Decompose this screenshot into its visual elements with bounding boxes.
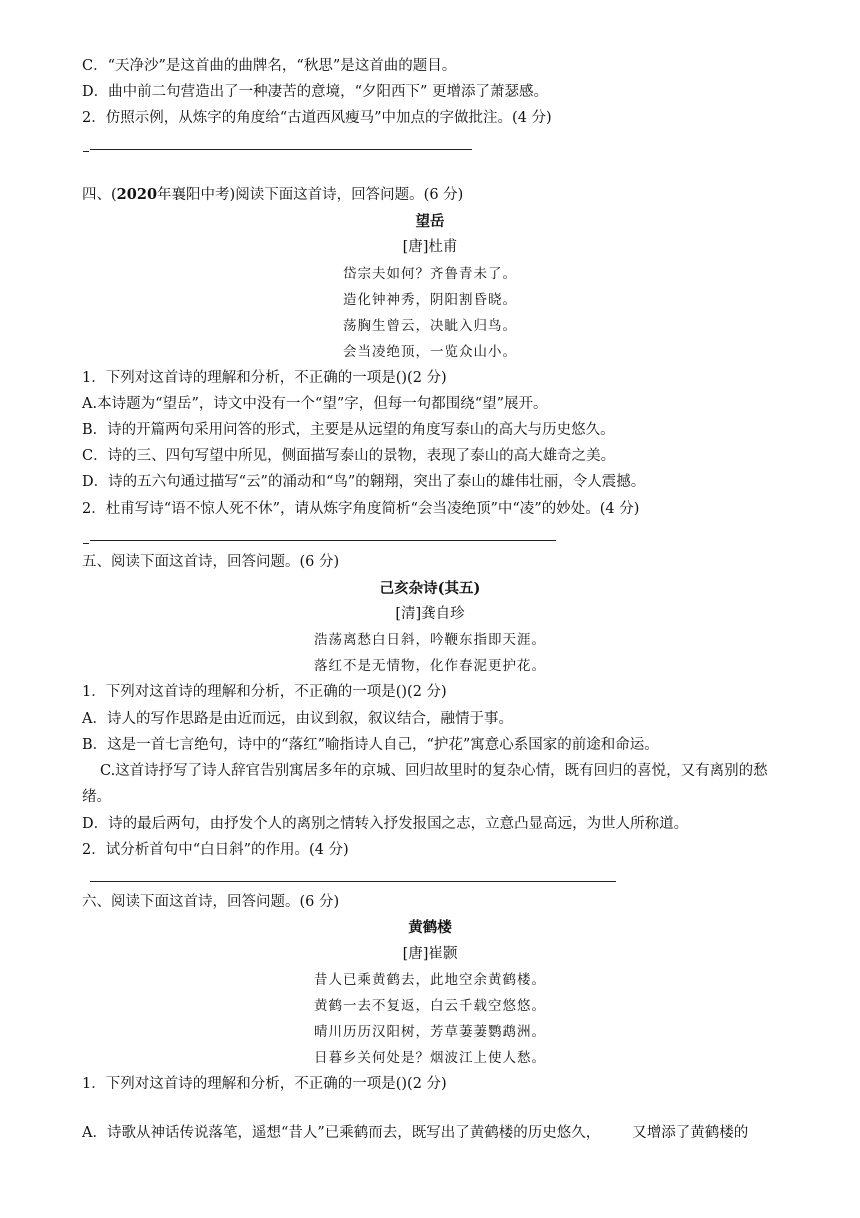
option-d: D．诗的最后两句，由抒发个人的离别之情转入抒发报国之志，立意凸显高远，为世人所称道。: [82, 816, 689, 832]
top-question-2: 2．仿照示例，从炼字的角度给“古道西风瘦马”中加点的字做批注。(4 分): [82, 110, 552, 126]
top-option-c: C．“天净沙”是这首曲的曲牌名，“秋思”是这首曲的题目。: [82, 58, 457, 74]
poem-author: [清]龚自珍: [395, 606, 465, 622]
answer-line-start: [83, 543, 89, 544]
option-a: A.本诗题为“望岳”，诗文中没有一个“望”字，但每一句都围绕“望”展开。: [82, 396, 548, 412]
poem-line: 会当凌绝顶，一览众山小。: [343, 344, 517, 360]
poem-title: 己亥杂诗(其五): [379, 580, 481, 597]
poem-line: 黄鹤一去不复返，白云千载空悠悠。: [314, 998, 546, 1014]
poem-line: 浩荡离愁白日斜，吟鞭东指即天涯。: [314, 632, 546, 648]
question-2: 2．杜甫写诗“语不惊人死不休”，请从炼字角度简析“会当凌绝顶”中“凌”的妙处。(4 分): [82, 501, 640, 517]
question-1: 1．下列对这首诗的理解和分析，不正确的一项是()(2 分): [82, 370, 447, 386]
section-4-heading: [0, 186, 860, 204]
option-a: A．诗人的写作思路是由近而远，由议到叙，叙议结合，融情于事。: [82, 711, 513, 727]
answer-line: [90, 881, 616, 882]
poem-line: 荡胸生曾云，决眦入归鸟。: [343, 318, 517, 334]
section-5-heading: 五、阅读下面这首诗，回答问题。(6 分): [82, 554, 340, 570]
option-d: D．诗的五六句通过描写“云”的涌动和“鸟”的翱翔，突出了泰山的雄伟壮丽，令人震撼。: [82, 474, 646, 490]
option-c-continued: 绪。: [82, 789, 111, 805]
option-c: C.这首诗抒写了诗人辞官告别寓居多年的京城、回归故里时的复杂心情，既有回归的喜悦，又有离别的愁: [100, 763, 768, 779]
heading-year: 2020: [116, 186, 158, 203]
option-b: B．诗的开篇两句采用问答的形式，主要是从远望的角度写泰山的高大与历史悠久。: [82, 422, 615, 438]
poem-title: 黄鹤楼: [408, 919, 452, 936]
heading-suffix: 年襄阳中考)阅读下面这首诗，回答问题。(6 分): [157, 187, 464, 203]
top-option-d: D．曲中前二句营造出了一种凄苦的意境，“夕阳西下” 更增添了萧瑟感。: [82, 84, 549, 100]
answer-line: [90, 540, 556, 541]
heading-prefix: 四、(: [82, 187, 117, 203]
poem-line: 晴川历历汉阳树，芳草萋萋鹦鹉洲。: [314, 1024, 546, 1040]
section-6-heading: 六、阅读下面这首诗，回答问题。(6 分): [82, 894, 340, 910]
poem-author: [唐]杜甫: [402, 239, 458, 255]
poem-title: 望岳: [415, 213, 445, 230]
poem-line: 岱宗夫如何？齐鲁青未了。: [343, 266, 517, 282]
question-2: 2．试分析首句中“白日斜”的作用。(4 分): [82, 842, 349, 858]
answer-line: [90, 149, 472, 150]
option-c: C．诗的三、四句写望中所见，侧面描写泰山的景物，表现了泰山的高大雄奇之美。: [82, 448, 616, 464]
option-a-part-1: A．诗歌从神话传说落笔，遥想“昔人”已乘鹤而去，既写出了黄鹤楼的历史悠久，: [82, 1125, 601, 1141]
poem-line: 造化钟神秀，阴阳割昏晓。: [343, 292, 517, 308]
poem-author: [唐]崔颢: [402, 946, 458, 962]
option-a: [0, 1124, 860, 1142]
answer-line-start: [83, 151, 89, 152]
poem-line: 日暮乡关何处是？烟波江上使人愁。: [314, 1050, 546, 1066]
question-1: 1．下列对这首诗的理解和分析，不正确的一项是()(2 分): [82, 1076, 447, 1092]
option-a-part-2: 又增添了黄鹤楼的: [632, 1125, 749, 1141]
question-1: 1．下列对这首诗的理解和分析，不正确的一项是()(2 分): [82, 684, 447, 700]
poem-line: 昔人已乘黄鹤去，此地空余黄鹤楼。: [314, 972, 546, 988]
option-b: B．这是一首七言绝句，诗中的“落红”喻指诗人自己，“护花”寓意心系国家的前途和命运。: [82, 737, 659, 753]
poem-line: 落红不是无情物，化作春泥更护花。: [314, 658, 546, 674]
